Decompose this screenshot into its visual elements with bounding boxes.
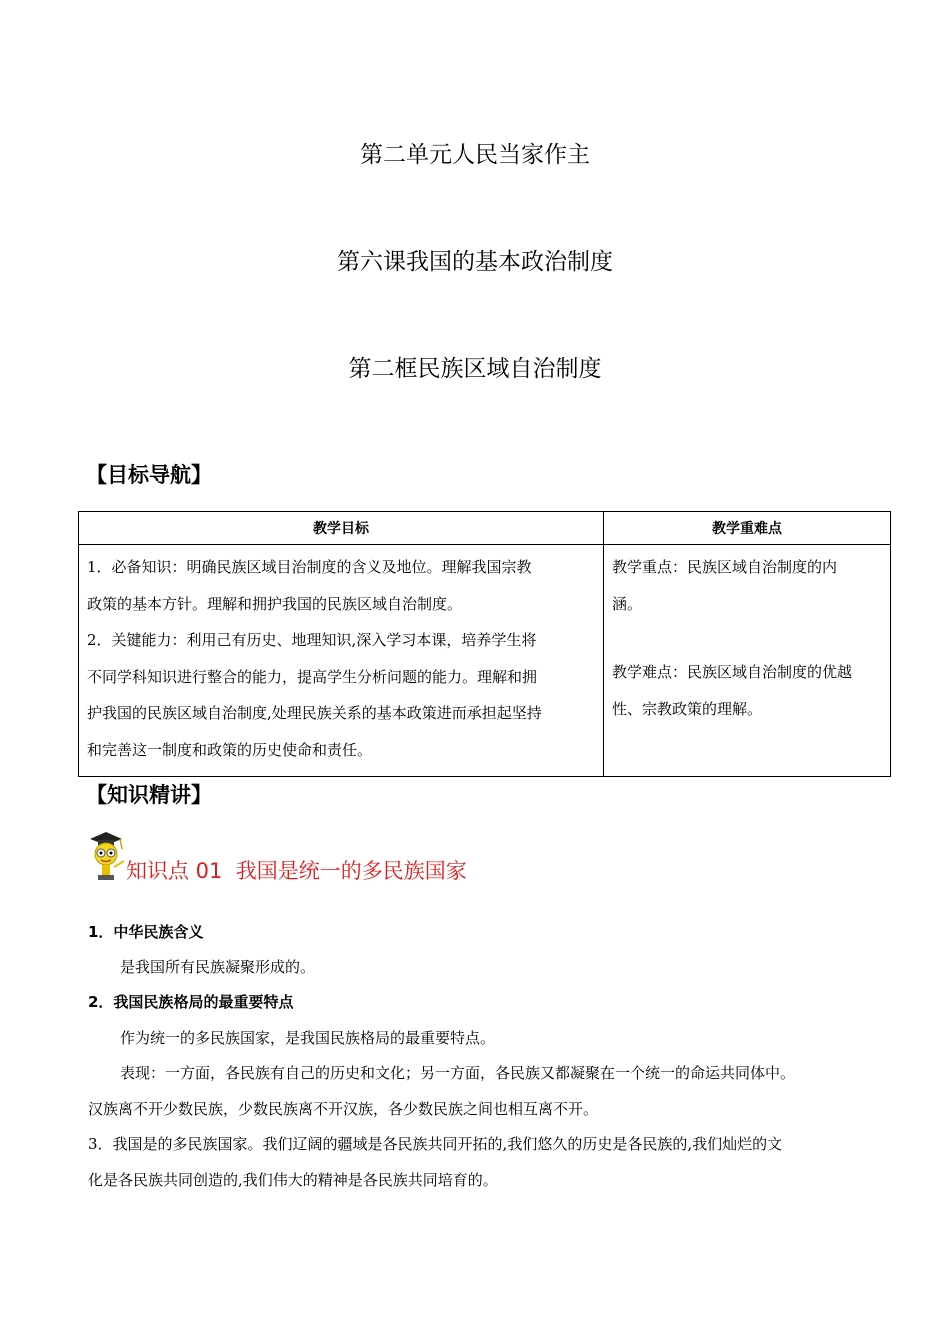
paragraph-2: 作为统一的多民族国家，是我国民族格局的最重要特点。 bbox=[120, 1029, 496, 1047]
graduate-mascot-icon bbox=[86, 829, 128, 883]
heading-2: 2．我国民族格局的最重要特点 bbox=[88, 993, 294, 1011]
focus-line bbox=[612, 622, 882, 654]
paragraph-3a: 表现：一方面，各民族有自己的历史和文化；另一方面，各民族又都凝聚在一个统一的命运共同体中。 bbox=[120, 1064, 796, 1082]
focus-header: 教学重难点 bbox=[604, 512, 891, 545]
frame-title: 第二框民族区域自治制度 bbox=[348, 356, 602, 382]
goal-line: 和完善这一制度和政策的历史使命和责任。 bbox=[87, 740, 373, 759]
knowledge-point-text: 我国是统一的多民族国家 bbox=[235, 859, 467, 883]
goal-cell bbox=[79, 545, 604, 777]
focus-line: 涵。 bbox=[612, 594, 643, 613]
goal-line: 不同学科知识进行整合的能力，提高学生分析问题的能力。理解和拥 bbox=[87, 667, 538, 686]
knowledge-point-label: 知识点 01 bbox=[126, 859, 223, 883]
focus-line: 教学难点：民族区域自治制度的优越 bbox=[612, 663, 853, 681]
knowledge-heading: 【知识精讲】 bbox=[86, 783, 212, 807]
paragraph-4a: 3．我国是的多民族国家。我们辽阔的疆域是各民族共同开拓的,我们悠久的历史是各民族的,我们灿烂的文 bbox=[88, 1135, 783, 1153]
focus-line: 性、宗教政策的理解。 bbox=[612, 699, 763, 718]
paragraph-1: 是我国所有民族凝聚形成的。 bbox=[120, 958, 316, 976]
goal-line: 1．必备知识：明确民族区域目治制度的含义及地位。理解我国宗教 bbox=[87, 558, 532, 576]
focus-cell bbox=[604, 545, 891, 777]
paragraph-4b: 化是各民族共同创造的,我们伟大的精神是各民族共同培育的。 bbox=[88, 1171, 498, 1189]
lesson-title: 第六课我国的基本政治制度 bbox=[337, 249, 613, 275]
goal-line: 2．关键能力：利用己有历史、地理知识,深入学习本课，培养学生将 bbox=[87, 631, 537, 649]
goal-line: 政策的基本方针。理解和拥护我国的民族区域自治制度。 bbox=[87, 594, 463, 613]
goal-line: 护我国的民族区域自治制度,处理民族关系的基本政策进而承担起坚持 bbox=[87, 704, 542, 722]
goal-table bbox=[78, 511, 891, 777]
heading-1: 1．中华民族含义 bbox=[88, 923, 204, 941]
focus-line: 教学重点：民族区域自治制度的内 bbox=[612, 558, 838, 576]
goal-header: 教学目标 bbox=[79, 512, 604, 545]
unit-title: 第二单元人民当家作主 bbox=[360, 142, 590, 168]
knowledge-point-title bbox=[126, 855, 467, 885]
paragraph-3b: 汉族离不开少数民族，少数民族离不开汉族，各少数民族之间也相互离不开。 bbox=[88, 1100, 599, 1118]
goal-nav-heading: 【目标导航】 bbox=[86, 463, 212, 487]
